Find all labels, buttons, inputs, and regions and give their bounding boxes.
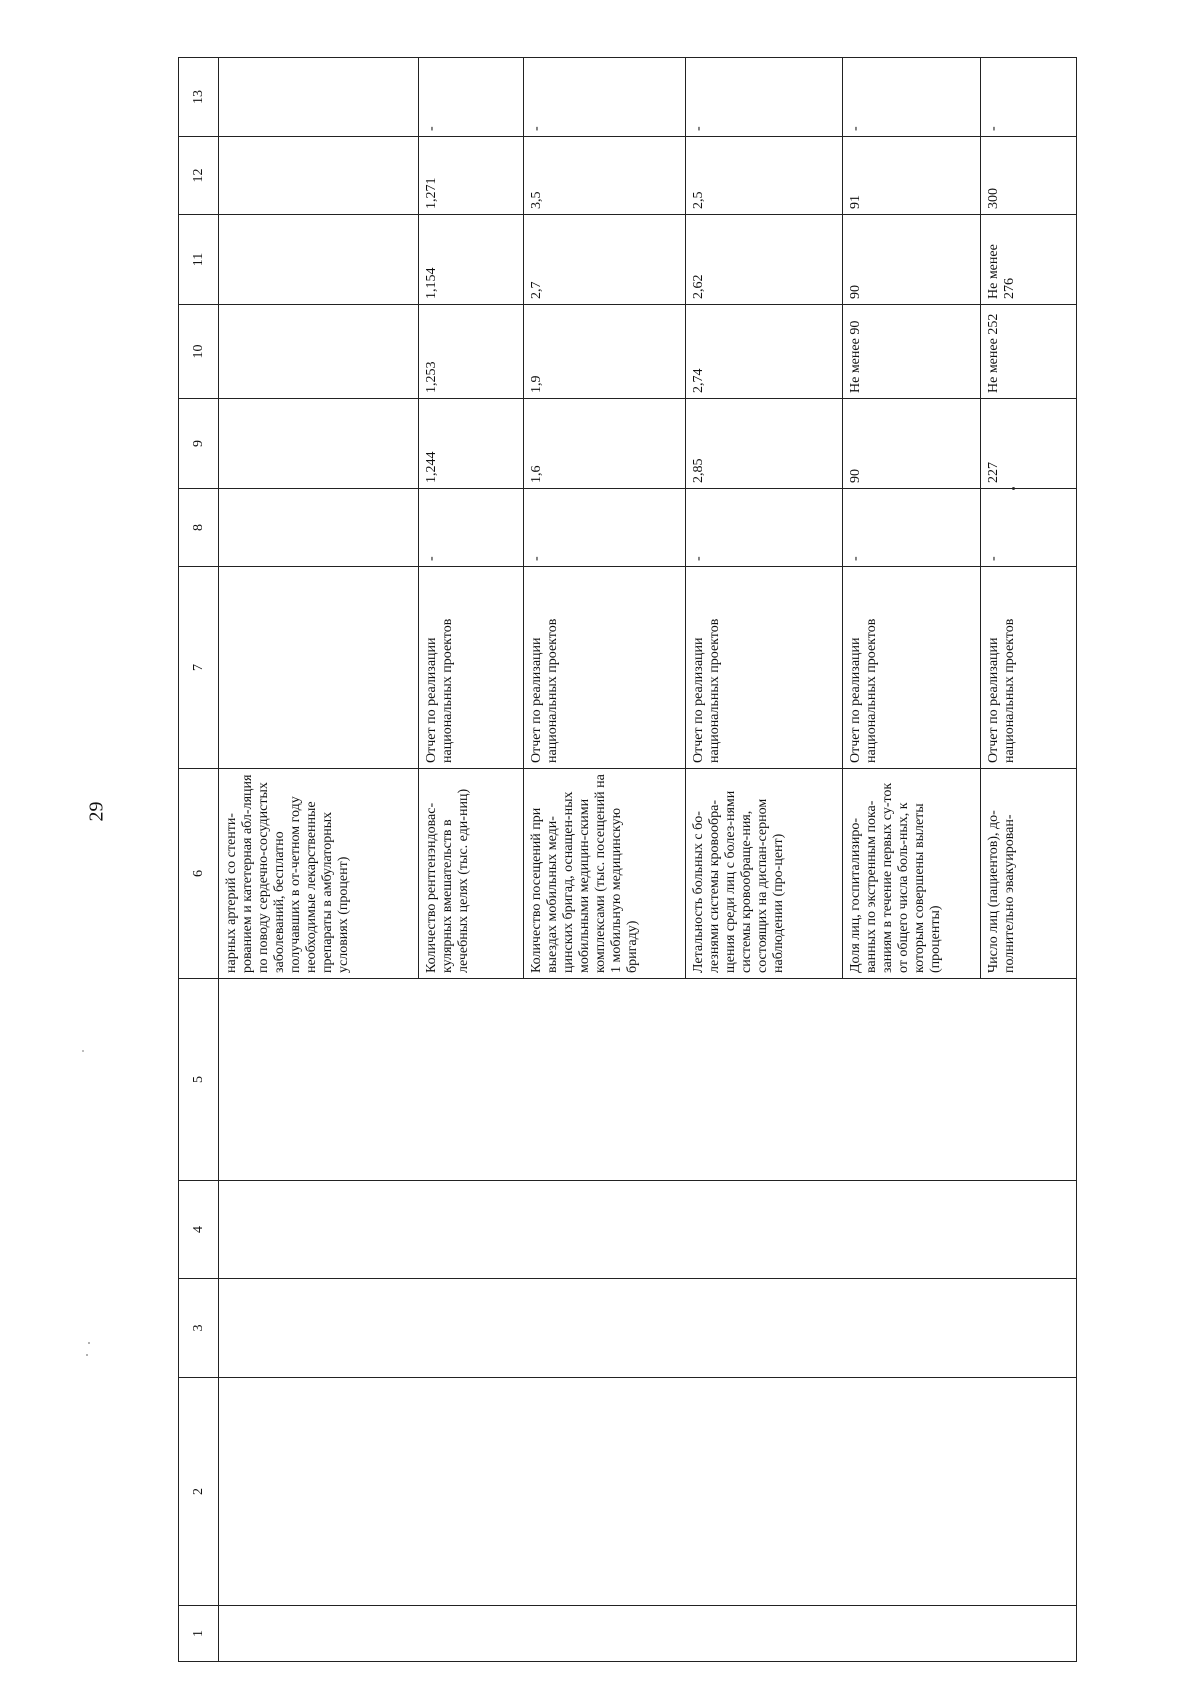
table-cell: [219, 1181, 1077, 1279]
value-cell: 1,271: [419, 137, 524, 215]
source-cell: Отчет по реализации национальных проектов: [981, 567, 1077, 769]
column-number: 12: [179, 137, 219, 215]
value-cell: 300: [981, 137, 1077, 215]
column-number: 1: [179, 1606, 219, 1662]
scan-speck: [82, 1050, 84, 1052]
value-cell: -: [419, 489, 524, 567]
value-cell: 2,7: [524, 215, 686, 305]
value-cell: -: [686, 58, 843, 137]
value-cell: -: [981, 58, 1077, 137]
value-cell: [219, 215, 419, 305]
value-cell: [219, 489, 419, 567]
column-number-row: [179, 58, 219, 1662]
value-cell: [219, 58, 419, 137]
value-cell: Не менее 252: [981, 305, 1077, 399]
source-cell: Отчет по реализации национальных проектов: [524, 567, 686, 769]
value-cell: [219, 137, 419, 215]
table-cell: [219, 1279, 1077, 1378]
value-cell: [219, 399, 419, 489]
table-row: [219, 58, 419, 1662]
column-number: 4: [179, 1181, 219, 1279]
value-cell: 90: [843, 399, 981, 489]
value-cell: -: [843, 489, 981, 567]
indicators-table: [178, 57, 1077, 1662]
column-number: 8: [179, 489, 219, 567]
value-cell: 90: [843, 215, 981, 305]
value-cell: Не менее 90: [843, 305, 981, 399]
column-number: 6: [179, 769, 219, 979]
value-cell: 2,5: [686, 137, 843, 215]
value-cell: 91: [843, 137, 981, 215]
value-cell: -: [524, 58, 686, 137]
value-cell: [219, 305, 419, 399]
scan-speck: [88, 1342, 90, 1344]
column-number: 11: [179, 215, 219, 305]
value-cell: 1,154: [419, 215, 524, 305]
value-cell: 1,6: [524, 399, 686, 489]
indicator-cell: Количество посещений при выездах мобильных меди-цинских бригад, оснащен-ных мобильными медицин-скими комплексами (тыс. посещений на 1 мобильную медицинскую бригаду): [524, 769, 686, 979]
column-number: 10: [179, 305, 219, 399]
column-number: 9: [179, 399, 219, 489]
value-cell: 2,85: [686, 399, 843, 489]
column-number: 7: [179, 567, 219, 769]
column-number: 5: [179, 979, 219, 1181]
table-cell: [219, 1606, 1077, 1662]
source-cell: [219, 567, 419, 769]
value-cell: Не менее 276: [981, 215, 1077, 305]
column-number: 13: [179, 58, 219, 137]
rotated-table-sheet: [178, 58, 1076, 1662]
source-cell: Отчет по реализации национальных проектов: [686, 567, 843, 769]
value-cell: -: [981, 489, 1077, 567]
value-cell: -: [419, 58, 524, 137]
indicator-cell: Доля лиц, госпитализиро-ванных по экстренным пока-заниям в течение первых су-ток от общего числа боль-ных, к которым совершены вылеты (проценты): [843, 769, 981, 979]
value-cell: 227: [981, 399, 1077, 489]
value-cell: -: [524, 489, 686, 567]
indicator-cell: нарных артерий со стенти-рованием и катетерная абл-ляция по поводу сердечно-сосудистых заболеваний, бесплатно получавших в от-четном году необходимые лекарственные препараты в амбулаторных условиях (процент): [219, 769, 419, 979]
value-cell: 2,74: [686, 305, 843, 399]
value-cell: -: [686, 489, 843, 567]
indicator-cell: Количество рентгенэндовас-кулярных вмешательств в лечебных целях (тыс. еди-ниц): [419, 769, 524, 979]
value-cell: 1,244: [419, 399, 524, 489]
table-cell: [219, 1378, 1077, 1606]
value-cell: -: [843, 58, 981, 137]
source-cell: Отчет по реализации национальных проектов: [419, 567, 524, 769]
page-number: 29: [85, 801, 108, 822]
indicator-cell: Число лиц (пациентов), до-полнительно эвакуирован-: [981, 769, 1077, 979]
value-cell: 1,253: [419, 305, 524, 399]
source-cell: Отчет по реализации национальных проектов: [843, 567, 981, 769]
value-cell: 2,62: [686, 215, 843, 305]
column-number: 3: [179, 1279, 219, 1378]
value-cell: 1,9: [524, 305, 686, 399]
column-number: 2: [179, 1378, 219, 1606]
value-cell: 3,5: [524, 137, 686, 215]
table-cell: [219, 979, 1077, 1181]
indicator-cell: Летальность больных с бо-лезнями системы кровообра-щения среди лиц с болез-нями системы кровообраще-ния, состоящих на диспан-серном наблюдении (про-цент): [686, 769, 843, 979]
scan-speck: [86, 1354, 88, 1356]
